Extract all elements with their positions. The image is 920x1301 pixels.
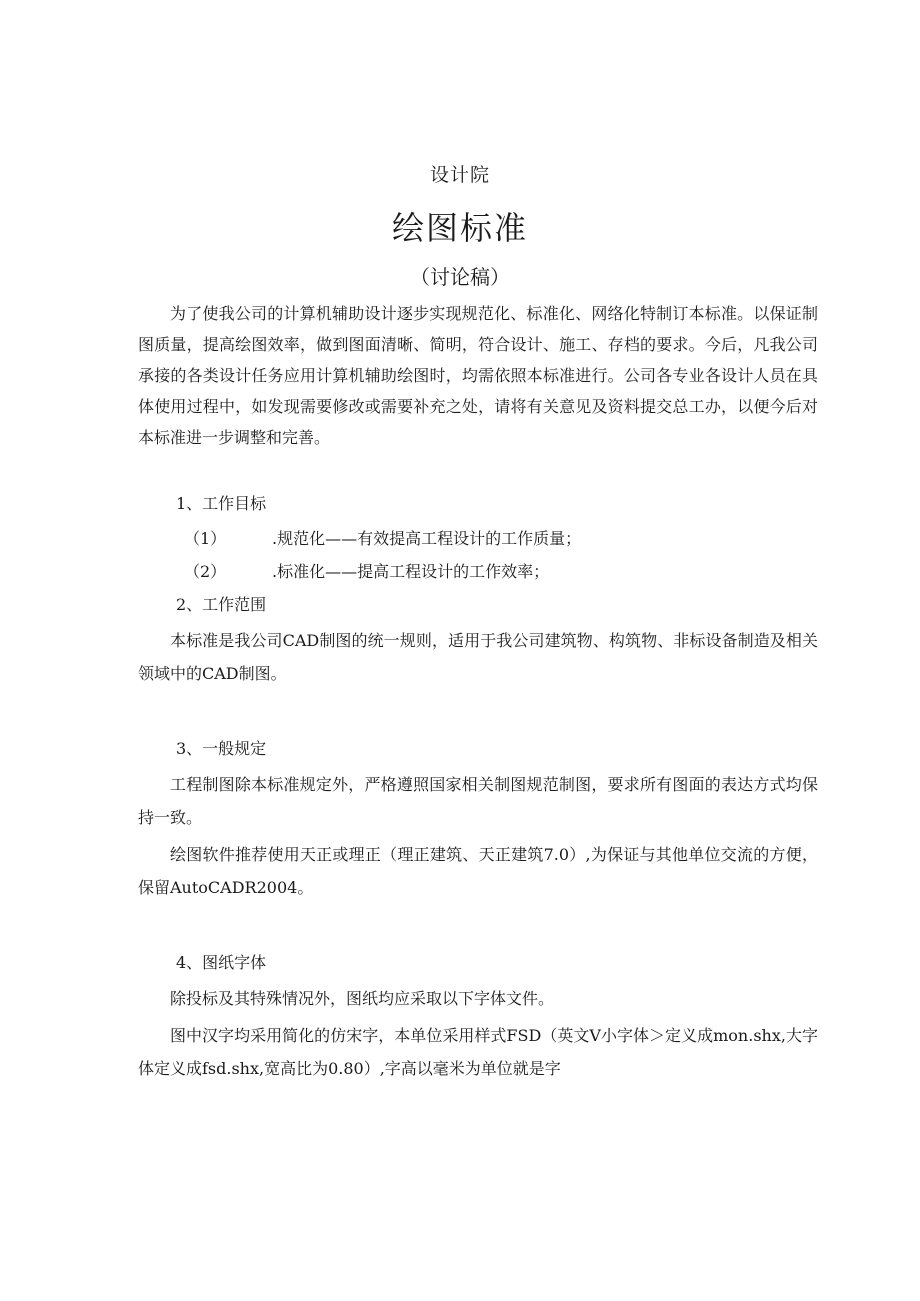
item-text: .规范化——有效提高工程设计的工作质量；	[272, 529, 582, 548]
document-subtitle: （讨论稿）	[410, 265, 510, 289]
document-body	[138, 298, 818, 1085]
spacer	[138, 453, 818, 486]
item-text: .标准化——提高工程设计的工作效率；	[272, 562, 550, 581]
section-1-heading: 1、工作目标	[176, 494, 267, 513]
intro-paragraph: 为了使我公司的计算机辅助设计逐步实现规范化、标准化、网络化特制订本标准。以保证制图质量，提高绘图效率，做到图面清晰、简明，符合设计、施工、存档的要求。今后，凡我公司承接的各类设计任务应用计算机辅助绘图时，均需依照本标准进行。公司各专业各设计人员在具体使用过程中，如发现需要修改或需要补充之处，请将有关意见及资料提交总工办，以便今后对本标准进一步调整和完善。	[138, 304, 818, 447]
section-2-heading: 2、工作范围	[176, 595, 267, 614]
section-1-item-1	[138, 523, 818, 556]
section-3-paragraph-2: 绘图软件推荐使用天正或理正（理正建筑、天正建筑7.0）,为保证与其他单位交流的方便，保留AutoCADR2004。	[138, 845, 818, 897]
organization-name: 设计院	[429, 164, 490, 186]
section-3-heading: 3、一般规定	[176, 739, 267, 758]
section-4-paragraph-2: 图中汉字均采用简化的仿宋字，本单位采用样式FSD（英文V小字体＞定义成mon.shx,大字体定义成fsd.shx,宽高比为0.80）,字高以毫米为单位就是字	[138, 1026, 818, 1078]
item-number: （1）	[184, 529, 227, 548]
section-1-item-2	[138, 556, 818, 589]
item-number: （2）	[184, 562, 227, 581]
section-4-heading: 4、图纸字体	[176, 953, 267, 972]
spacer	[138, 690, 818, 723]
section-3-paragraph-1: 工程制图除本标准规定外，严格遵照国家相关制图规范制图，要求所有图面的表达方式均保持一致。	[138, 775, 818, 827]
spacer	[138, 904, 818, 937]
section-4-paragraph-1: 除投标及其特殊情况外，图纸均应采取以下字体文件。	[170, 989, 555, 1008]
document-title: 绘图标准	[391, 209, 528, 247]
section-2-paragraph: 本标准是我公司CAD制图的统一规则，适用于我公司建筑物、构筑物、非标设备制造及相关领域中的CAD制图。	[138, 631, 818, 683]
